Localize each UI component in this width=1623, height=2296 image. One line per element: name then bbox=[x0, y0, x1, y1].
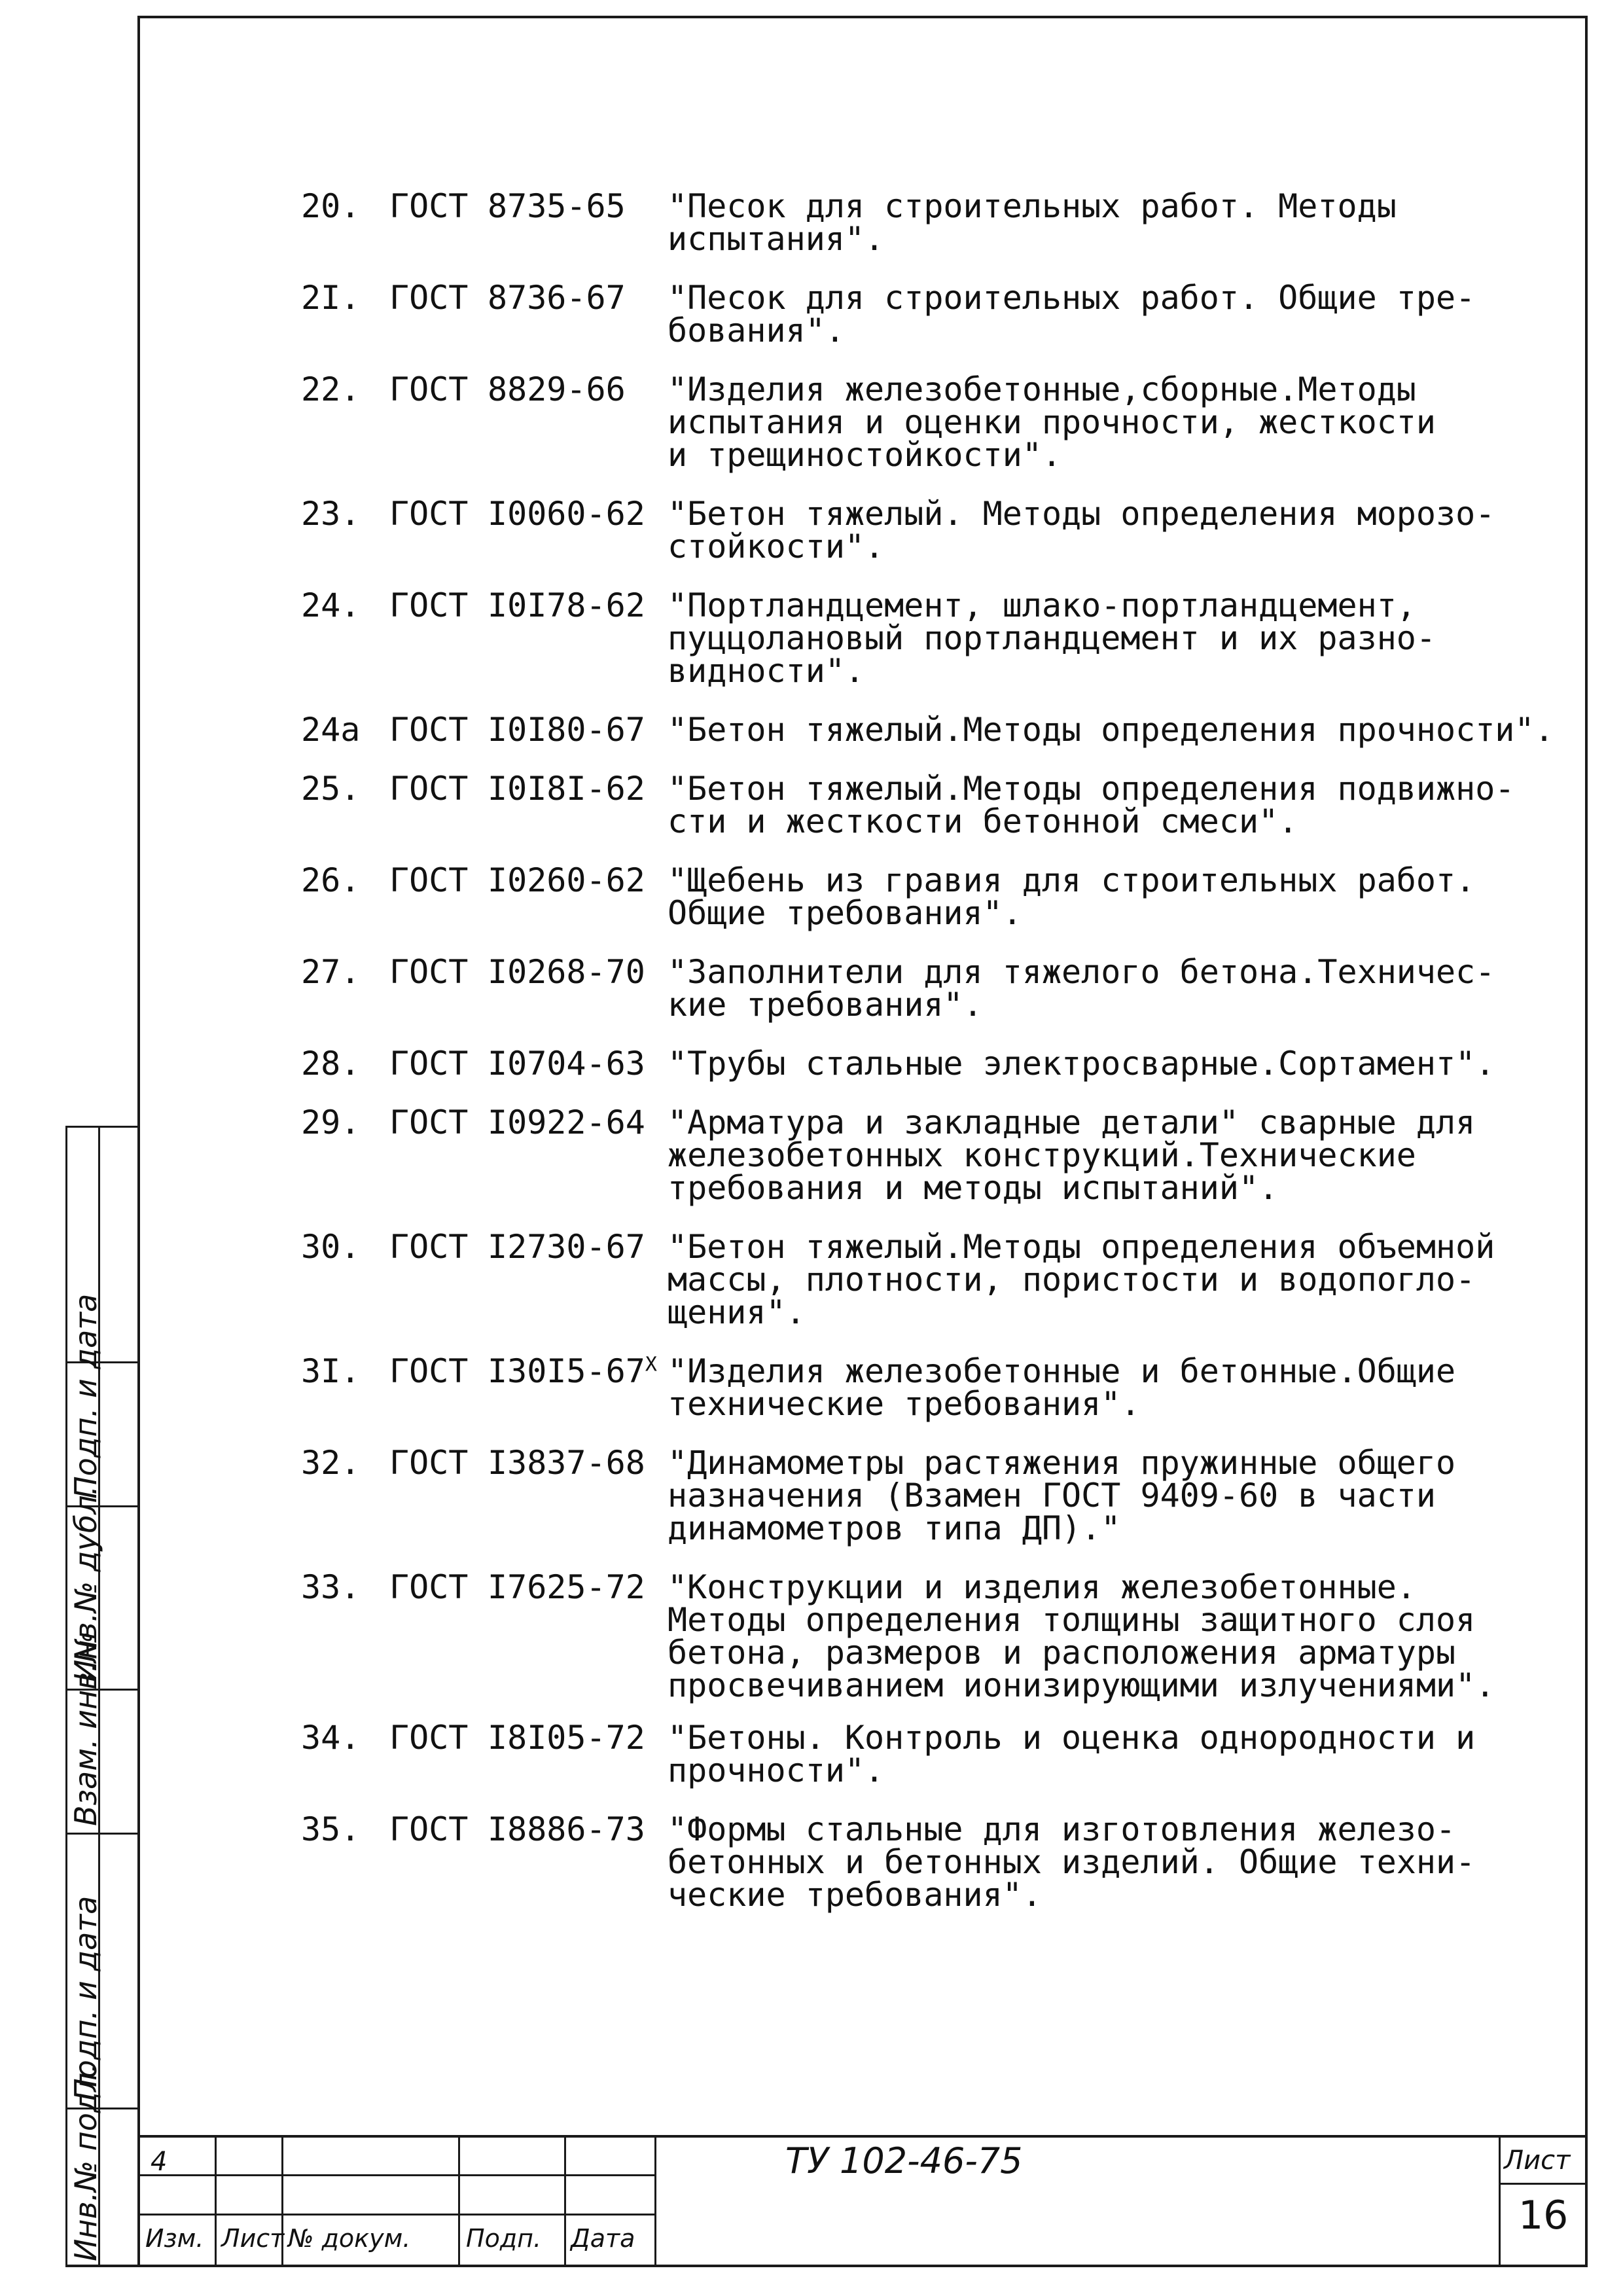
reference-number: 27. bbox=[301, 953, 361, 991]
side-stamp-outer-line bbox=[65, 1126, 67, 2267]
reference-code-text: 8736-67 bbox=[488, 279, 626, 317]
reference-list bbox=[301, 187, 1584, 1937]
reference-title: "Портландцемент, шлако-портландцемент, пуццолановый портландцемент и их разно- видности". bbox=[668, 586, 1436, 690]
reference-code-superscript: Х bbox=[645, 1353, 657, 1376]
reference-code bbox=[488, 495, 645, 533]
reference-code bbox=[488, 861, 645, 899]
reference-title: "Формы стальные для изготовления железо- бетонных и бетонных изделий. Общие техни- ческие требования". bbox=[668, 1810, 1476, 1914]
reference-item bbox=[301, 1352, 1584, 1446]
reference-standard: ГОСТ bbox=[389, 1444, 469, 1482]
reference-title: "Изделия железобетонные и бетонные.Общие технические требования". bbox=[668, 1352, 1456, 1423]
reference-code-text: I0922-64 bbox=[488, 1103, 645, 1141]
reference-number: 30. bbox=[301, 1228, 361, 1266]
reference-code-text: I0I78-62 bbox=[488, 586, 645, 624]
column-date: Дата bbox=[571, 2224, 635, 2253]
reference-standard: ГОСТ bbox=[389, 187, 469, 225]
title-block-row-line-3 bbox=[1499, 2183, 1588, 2185]
reference-standard: ГОСТ bbox=[389, 1228, 469, 1266]
reference-code bbox=[488, 770, 645, 808]
reference-item bbox=[301, 1446, 1584, 1571]
reference-title: "Бетон тяжелый.Методы определения подвижно- сти и жесткости бетонной смеси". bbox=[668, 770, 1515, 840]
reference-item bbox=[301, 1103, 1584, 1230]
reference-title: "Изделия железобетонные,сборные.Методы испытания и оценки прочности, жесткости и трещиностойкости". bbox=[668, 370, 1436, 474]
reference-code bbox=[488, 953, 645, 991]
reference-code bbox=[488, 187, 626, 225]
reference-code bbox=[488, 370, 626, 408]
frame-left-line bbox=[137, 16, 140, 2267]
reference-number: 25. bbox=[301, 770, 361, 808]
reference-code bbox=[488, 1444, 645, 1482]
reference-code bbox=[488, 586, 645, 624]
reference-standard: ГОСТ bbox=[389, 370, 469, 408]
document-code: ТУ 102-46-75 bbox=[785, 2140, 1023, 2181]
side-label-inv-dubl: Инв.№ дубл. bbox=[68, 1485, 103, 1682]
reference-standard: ГОСТ bbox=[389, 586, 469, 624]
reference-number: 35. bbox=[301, 1810, 361, 1848]
reference-code bbox=[488, 1810, 645, 1848]
reference-item bbox=[301, 370, 1584, 497]
side-label-podp-data-1: Подп. и дата bbox=[68, 1895, 103, 2101]
title-block-col-line-4 bbox=[564, 2135, 566, 2267]
reference-number: 24. bbox=[301, 586, 361, 624]
reference-title: "Заполнители для тяжелого бетона.Техничес- кие требования". bbox=[668, 953, 1495, 1024]
reference-number: 2I. bbox=[301, 279, 361, 317]
column-izm: Изм. bbox=[145, 2224, 204, 2253]
reference-standard: ГОСТ bbox=[389, 953, 469, 991]
reference-item bbox=[301, 187, 1584, 281]
column-signature: Подп. bbox=[466, 2224, 542, 2253]
reference-title: "Щебень из гравия для строительных работ. Общие требования". bbox=[668, 861, 1476, 932]
reference-item bbox=[301, 861, 1584, 956]
reference-item bbox=[301, 772, 1584, 864]
reference-standard: ГОСТ bbox=[389, 495, 469, 533]
reference-title: "Бетон тяжелый. Методы определения морозо- стойкости". bbox=[668, 495, 1495, 565]
title-block-col-line-6 bbox=[1499, 2135, 1501, 2267]
side-stamp-top-line bbox=[65, 1126, 140, 1128]
reference-standard: ГОСТ bbox=[389, 770, 469, 808]
reference-standard: ГОСТ bbox=[389, 1568, 469, 1606]
reference-number: 28. bbox=[301, 1045, 361, 1083]
reference-number: 24а bbox=[301, 711, 361, 749]
reference-code-text: 8829-66 bbox=[488, 370, 626, 408]
reference-number: 32. bbox=[301, 1444, 361, 1482]
sheet-number: 16 bbox=[1518, 2193, 1569, 2238]
reference-code-text: I0060-62 bbox=[488, 495, 645, 533]
reference-item bbox=[301, 497, 1584, 589]
reference-item bbox=[301, 1568, 1584, 1721]
reference-code-text: I3837-68 bbox=[488, 1444, 645, 1482]
frame-bottom-line bbox=[65, 2265, 1588, 2267]
reference-standard: ГОСТ bbox=[389, 861, 469, 899]
reference-item bbox=[301, 1810, 1584, 1937]
reference-code bbox=[488, 279, 626, 317]
reference-code-text: I2730-67 bbox=[488, 1228, 645, 1266]
side-label-inv-podl: Инв.№ подл. bbox=[68, 2063, 103, 2261]
reference-code-text: 8735-65 bbox=[488, 187, 626, 225]
reference-code-text: I0I80-67 bbox=[488, 711, 645, 749]
change-mark: 4 bbox=[151, 2147, 168, 2177]
side-stamp-divider-2 bbox=[65, 1833, 140, 1835]
reference-number: 33. bbox=[301, 1568, 361, 1606]
reference-title: "Бетоны. Контроль и оценка однородности и прочности". bbox=[668, 1719, 1476, 1789]
reference-code bbox=[488, 1045, 645, 1083]
reference-code bbox=[488, 1568, 645, 1606]
sheet-label: Лист bbox=[1504, 2145, 1571, 2176]
reference-code bbox=[488, 711, 645, 749]
reference-item bbox=[301, 586, 1584, 713]
reference-standard: ГОСТ bbox=[389, 711, 469, 749]
reference-number: 22. bbox=[301, 370, 361, 408]
reference-item bbox=[301, 953, 1584, 1047]
reference-item bbox=[301, 1721, 1584, 1813]
reference-item bbox=[301, 713, 1584, 772]
reference-title: "Бетон тяжелый.Методы определения прочности". bbox=[668, 711, 1554, 749]
reference-title: "Динамометры растяжения пружинные общего назначения (Взамен ГОСТ 9409-60 в части динамометров типа ДП)." bbox=[668, 1444, 1456, 1547]
reference-title: "Трубы стальные электросварные.Сортамент". bbox=[668, 1045, 1495, 1083]
reference-code-text: I30I5-67 bbox=[488, 1352, 645, 1390]
reference-number: 34. bbox=[301, 1719, 361, 1757]
reference-item bbox=[301, 1047, 1584, 1106]
reference-item bbox=[301, 281, 1584, 373]
reference-standard: ГОСТ bbox=[389, 1103, 469, 1141]
title-block-top-line bbox=[137, 2135, 1588, 2138]
reference-item bbox=[301, 1230, 1584, 1355]
reference-code-text: I0I8I-62 bbox=[488, 770, 645, 808]
reference-title: "Песок для строительных работ. Методы испытания". bbox=[668, 187, 1397, 258]
reference-number: 29. bbox=[301, 1103, 361, 1141]
reference-standard: ГОСТ bbox=[389, 1352, 469, 1390]
reference-code bbox=[488, 1228, 645, 1266]
reference-code-text: I8I05-72 bbox=[488, 1719, 645, 1757]
title-block-col-line-3 bbox=[458, 2135, 460, 2267]
reference-title: "Бетон тяжелый.Методы определения объемной массы, плотности, пористости и водопогло- щения". bbox=[668, 1228, 1495, 1331]
reference-standard: ГОСТ bbox=[389, 1045, 469, 1083]
column-doc-number: № докум. bbox=[288, 2224, 411, 2253]
column-list: Лист bbox=[221, 2224, 285, 2253]
side-label-podp-data-2: Подп. и дата bbox=[68, 1293, 103, 1499]
side-label-vzam-inv: Взам. инв.№ bbox=[68, 1631, 103, 1826]
reference-code-text: I0268-70 bbox=[488, 953, 645, 991]
reference-code bbox=[488, 1352, 657, 1390]
reference-code-text: I8886-73 bbox=[488, 1810, 645, 1848]
frame-top-line bbox=[137, 16, 1588, 18]
frame-right-line bbox=[1585, 16, 1588, 2267]
reference-title: "Арматура и закладные детали" сварные для железобетонных конструкций.Технические требования и методы испытаний". bbox=[668, 1103, 1476, 1207]
reference-standard: ГОСТ bbox=[389, 279, 469, 317]
reference-code-text: I0260-62 bbox=[488, 861, 645, 899]
title-block-col-line-5 bbox=[654, 2135, 656, 2267]
reference-number: 26. bbox=[301, 861, 361, 899]
title-block-col-line-1 bbox=[215, 2135, 217, 2267]
reference-number: 20. bbox=[301, 187, 361, 225]
reference-number: 23. bbox=[301, 495, 361, 533]
reference-title: "Песок для строительных работ. Общие тре- бования". bbox=[668, 279, 1476, 350]
reference-title: "Конструкции и изделия железобетонные. Методы определения толщины защитного слоя бетона, размеров и расположения арматуры просвечиванием ионизирующими излучениями". bbox=[668, 1568, 1495, 1704]
reference-code-text: I7625-72 bbox=[488, 1568, 645, 1606]
reference-code bbox=[488, 1103, 645, 1141]
reference-standard: ГОСТ bbox=[389, 1719, 469, 1757]
reference-number: 3I. bbox=[301, 1352, 361, 1390]
reference-code bbox=[488, 1719, 645, 1757]
reference-code-text: I0704-63 bbox=[488, 1045, 645, 1083]
reference-standard: ГОСТ bbox=[389, 1810, 469, 1848]
